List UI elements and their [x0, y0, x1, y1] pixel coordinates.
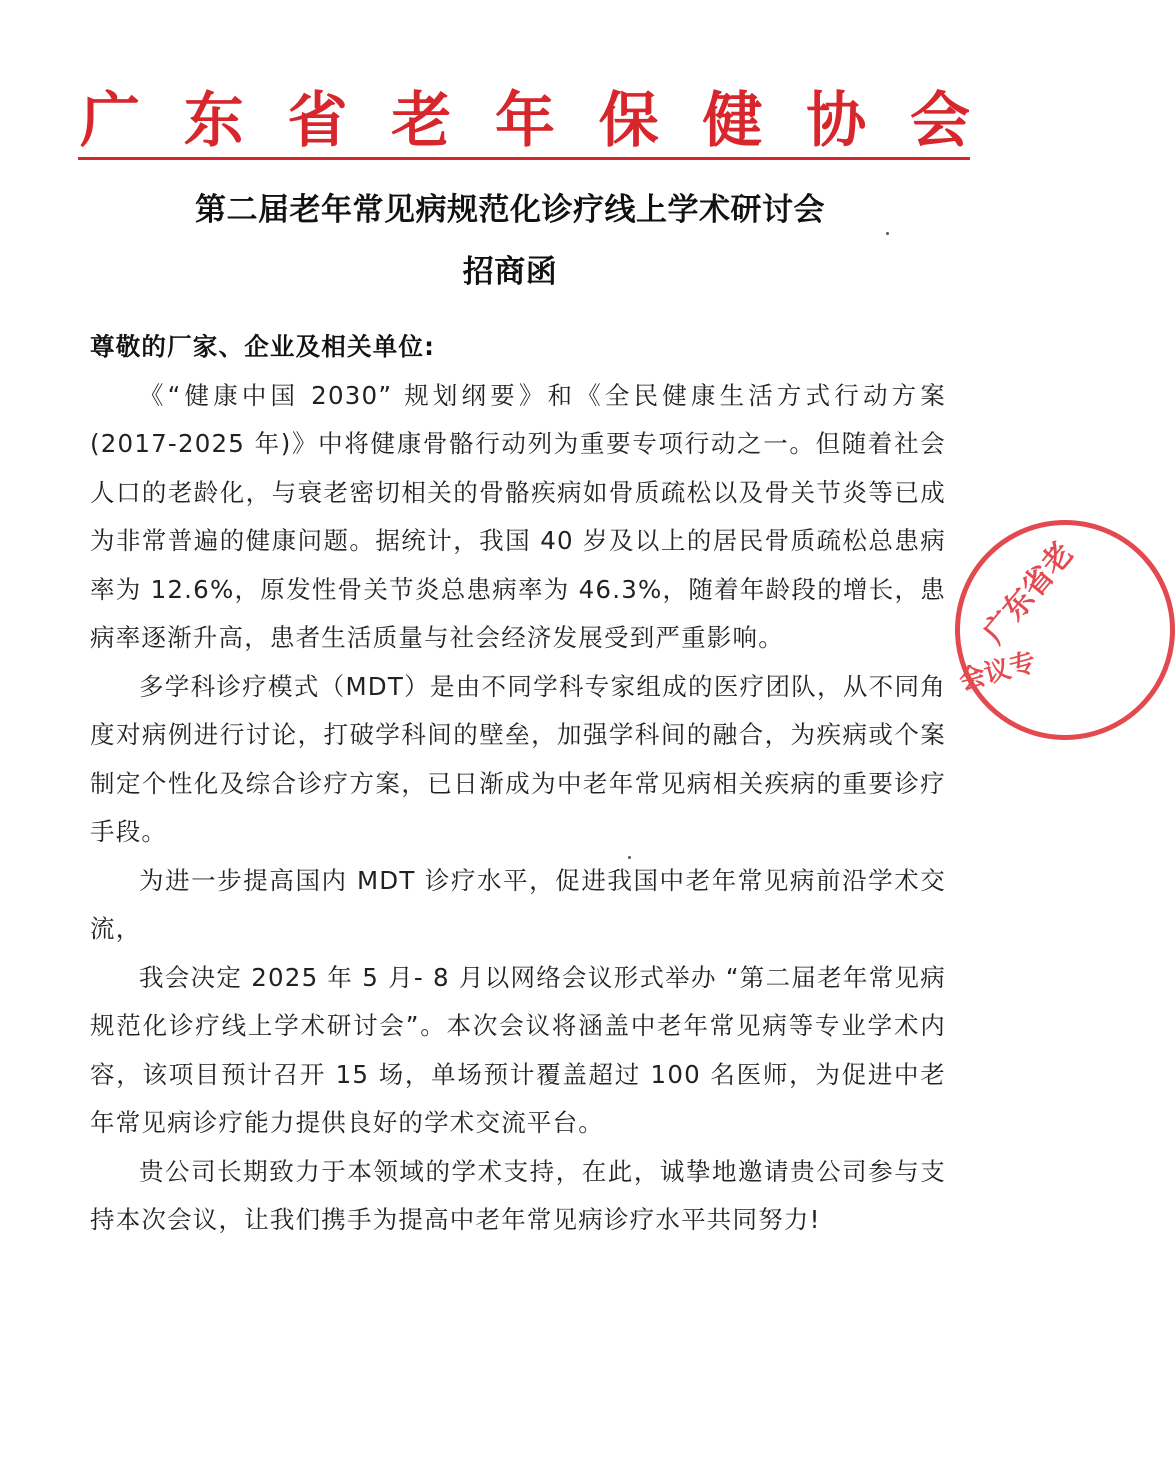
- letterhead-char: 广: [80, 86, 140, 156]
- paragraph: 为进一步提高国内 MDT 诊疗水平，促进我国中老年常见病前沿学术交流，: [90, 865, 946, 943]
- letterhead-char: 保: [598, 86, 659, 156]
- official-seal: [955, 520, 1175, 740]
- letterhead-char: 东: [183, 86, 244, 156]
- seal-text-top: 广东省老: [976, 536, 1081, 651]
- letterhead-char: 省: [287, 86, 348, 156]
- letterhead-char: 健: [702, 86, 763, 156]
- scan-speck: [628, 856, 631, 859]
- letterhead-char: 年: [495, 86, 555, 156]
- letterhead-char: 协: [806, 86, 867, 156]
- paragraph: 贵公司长期致力于本领域的学术支持，在此，诚挚地邀请贵公司参与支持本次会议，让我们携手为提高中老年常见病诊疗水平共同努力!: [90, 1156, 946, 1234]
- salutation: 尊敬的厂家、企业及相关单位:: [90, 332, 436, 361]
- seal-text-bottom: 会议专: [956, 647, 1040, 697]
- paragraph: 《“健康中国 2030” 规划纲要》和《全民健康生活方式行动方案(2017-2025 年)》中将健康骨骼行动列为重要专项行动之一。但随着社会人口的老龄化，与衰老密切相关的骨骼疾病如骨质疏松以及骨关节炎等已成为非常普遍的健康问题。据统计，我国 40 岁及以上的居民骨质疏松总患病率为 12.6%，原发性骨关节炎总患病率为 46.3%，随着年龄段的增长，患病率逐渐升高，患者生活质量与社会经济发展受到严重影响。: [90, 380, 946, 652]
- letter-body: [90, 323, 946, 1245]
- document-title: 第二届老年常见病规范化诊疗线上学术研讨会: [195, 192, 825, 228]
- paragraph: 我会决定 2025 年 5 月- 8 月以网络会议形式举办 “第二届老年常见病规范化诊疗线上学术研讨会”。本次会议将涵盖中老年常见病等专业学术内容，该项目预计召开 15 场，单场预计覆盖超过 100 名医师，为促进中老年常见病诊疗能力提供良好的学术交流平台。: [90, 962, 946, 1137]
- letterhead-divider: [78, 157, 970, 160]
- paragraph: 多学科诊疗模式（MDT）是由不同学科专家组成的医疗团队，从不同角度对病例进行讨论，打破学科间的壁垒，加强学科间的融合，为疾病或个案制定个性化及综合诊疗方案，已日渐成为中老年常见病相关疾病的重要诊疗手段。: [90, 671, 946, 846]
- letterhead: [80, 86, 970, 156]
- document-subtitle: 招商函: [462, 254, 558, 290]
- scan-speck: [886, 232, 889, 235]
- letterhead-char: 会: [910, 86, 970, 156]
- letterhead-char: 老: [391, 86, 452, 156]
